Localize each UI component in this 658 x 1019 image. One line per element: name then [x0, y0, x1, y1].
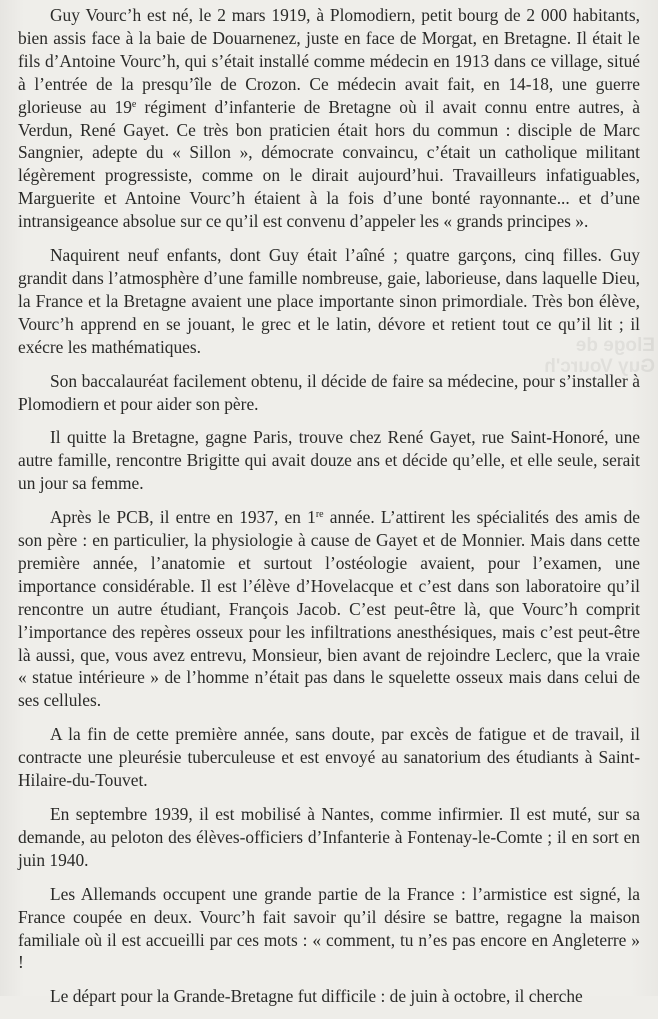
bleed-through-line: Eloge de: [575, 335, 655, 356]
paragraph-armistice: [18, 883, 640, 975]
text-run: Après le PCB, il entre en 1937, en 1: [50, 507, 316, 528]
text-run: A la fin de cette première année, sans doute, par excès de fatigue et de travail, il contracte une pleurésie tuberculeuse et est envoyé au sanatorium des étudiants à Saint-Hilaire-du-Touvet.: [18, 724, 640, 791]
text-run: En septembre 1939, il est mobilisé à Nantes, comme infirmier. Il est muté, sur sa demande, au peloton des élèves-officiers d’Infanterie à Fontenay-le-Comte ; il en sort en juin 1940.: [18, 804, 640, 870]
paragraph-illness: [18, 723, 640, 792]
text-run: Il quitte la Bretagne, gagne Paris, trouve chez René Gayet, rue Saint-Honoré, une autre famille, rencontre Brigitte qui avait douze ans et décide qu’elle, et elle seule, serait un jour sa femme.: [18, 427, 640, 494]
text-run: Son baccalauréat facilement obtenu, il décide de faire sa médecine, pour s’installer à Plomodiern et pour aider son père.: [18, 370, 640, 414]
paragraph-family: [18, 244, 640, 359]
text-run: Le départ pour la Grande-Bretagne fut difficile : de juin à octobre, il cherche: [50, 986, 583, 1007]
body-text: [18, 4, 640, 1019]
paragraph-paris: [18, 426, 640, 495]
text-run: année. L’attirent les spécialités des amis de son père : en particulier, la physiologie à cause de Gayet et de Monnier. Mais dans cette première année, l’anatomie et surtout l’ostéologie avaient, pour l’examen, une importance considérable. Il est l’élève d’Hovelacque et c’est dans son laboratoire qu’il rencontre un autre étudiant, François Jacob. C’est peut-être là, que Vourc’h comprit l’importance des repères osseux pour les infiltrations anesthésiques, mais c’est peut-être là aussi, que, vous avez entrevu, Monsieur, bien avant de rejoindre Leclerc, que la vraie « statue intérieure » de l’homme n’était pas dans le squelette osseux mais dans celui de ses cellules.: [18, 507, 641, 711]
text-run: Les Allemands occupent une grande partie de la France : l’armistice est signé, la France coupée en deux. Vourc’h fait savoir qu’il désire se battre, regagne la maison familiale où il est accueilli par ces mots : « comment, tu n’es pas encore en Angleterre » !: [18, 883, 640, 973]
paragraph-studies: [18, 506, 640, 712]
paragraph-mobilisation: [18, 803, 640, 872]
paragraph-birth: [18, 4, 640, 233]
text-run: Naquirent neuf enfants, dont Guy était l’aîné ; quatre garçons, cinq filles. Guy grandit dans l’atmosphère d’une famille nombreuse, gaie, laborieuse, dans laquelle Dieu, la France et la Bretagne avaient une place importante sinon primordiale. Très bon élève, Vourc’h apprend en se jouant, le grec et le latin, dévore et retient tout ce qu’il lit ; il exécre les mathématiques.: [18, 245, 640, 357]
paragraph-baccalaureat: [18, 370, 640, 416]
bleed-through-line: Guy Vourc'h: [544, 356, 655, 377]
text-run: régiment d’infanterie de Bretagne où il avait connu entre autres, à Verdun, René Gayet. Ce très bon praticien était hors du commun : disciple de Marc Sangnier, adepte du « Sillon », démocrate convaincu, c’était un catholique militant légèrement progressiste, comme on le dirait aujourd’hui. Travailleurs infatiguables, Marguerite et Antoine Vourc’h étaient à la fois d’une bonté rayonnante... et d’une intransigeance absolue sur ce qu’il est convenu d’appeler les « grands principes ».: [18, 96, 640, 232]
superscript: re: [315, 509, 324, 521]
superscript: e: [131, 98, 137, 110]
paragraph-departure: [18, 985, 640, 1008]
text-run: Guy Vourc’h est né, le 2 mars 1919, à Plomodiern, petit bourg de 2 000 habitants, bien assis face à la baie de Douarnenez, juste en face de Morgat, en Bretagne. Il était le fils d’Antoine Vourc’h, qui s’était installé comme médecin en 1913 dans ce village, situé à l’entrée de la presqu’île de Crozon. Ce médecin avait fait, en 14-18, une guerre glorieuse au 19: [18, 5, 640, 117]
